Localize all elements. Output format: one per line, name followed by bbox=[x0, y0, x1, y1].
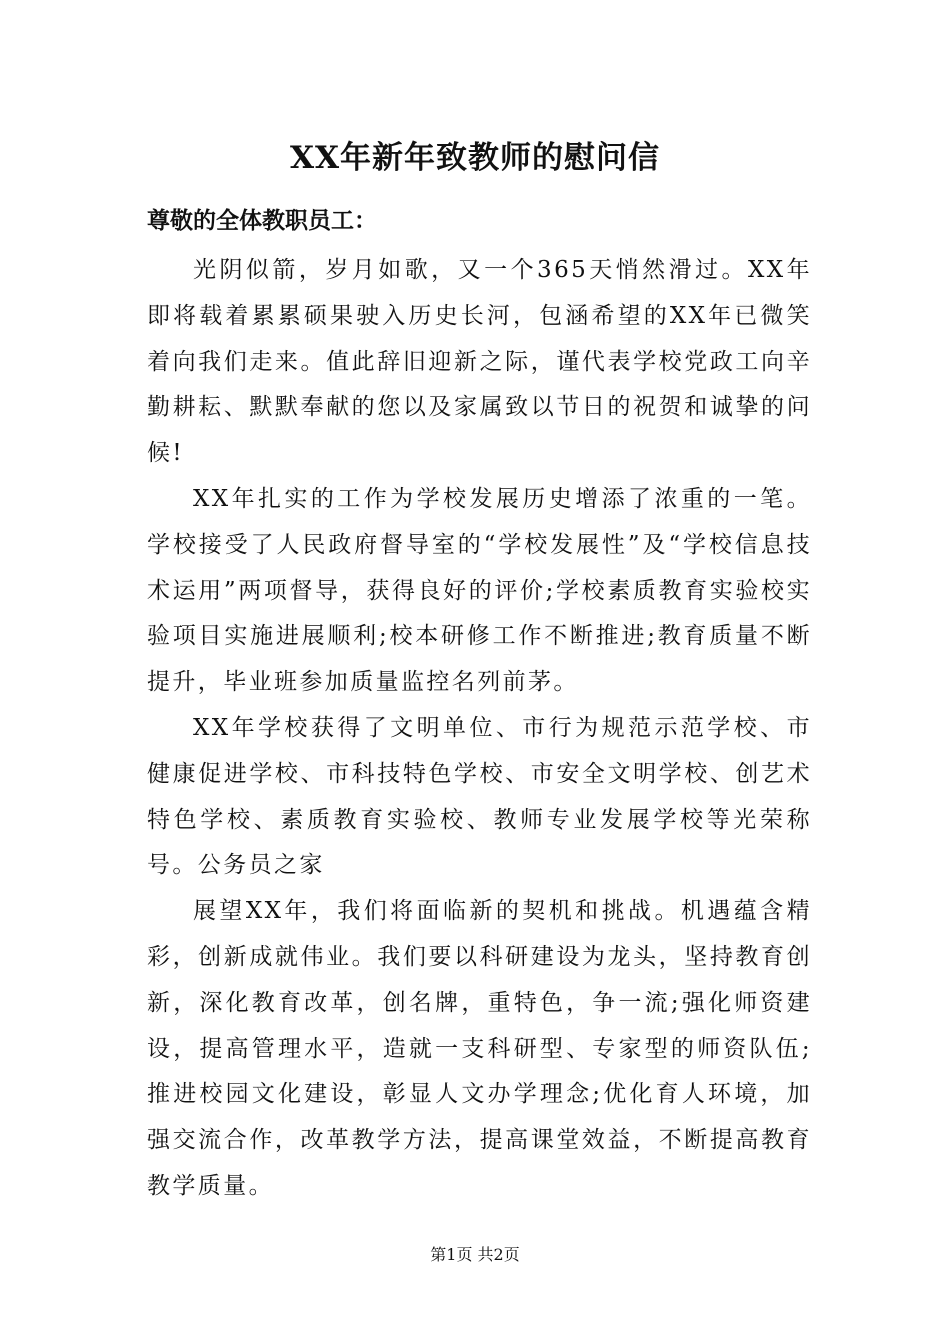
document-title: XX年新年致教师的慰问信 bbox=[289, 140, 661, 176]
page-number-footer: 第1页 共2页 bbox=[430, 1245, 520, 1264]
paragraph-honors: XX年学校获得了文明单位、市行为规范示范学校、市健康促进学校、市科技特色学校、市安全文明学校、创艺术特色学校、素质教育实验校、教师专业发展学校等光荣称号。公务员之家 bbox=[147, 714, 812, 879]
paragraph-greeting: 光阴似箭，岁月如歌，又一个365天悄然滑过。XX年即将载着累累硕果驶入历史长河，包涵希望的XX年已微笑着向我们走来。值此辞旧迎新之际，谨代表学校党政工向辛勤耕耘、默默奉献的您以及家属致以节日的祝贺和诚挚的问候! bbox=[147, 257, 812, 467]
salutation: 尊敬的全体教职员工： bbox=[147, 207, 377, 234]
letter-body bbox=[147, 248, 812, 1210]
paragraph-outlook: 展望XX年，我们将面临新的契机和挑战。机遇蕴含精彩，创新成就伟业。我们要以科研建设为龙头，坚持教育创新，深化教育改革，创名牌，重特色，争一流;强化师资建设，提高管理水平，造就一支科研型、专家型的师资队伍;推进校园文化建设，彰显人文办学理念;优化育人环境，加强交流合作，改革教学方法，提高课堂效益，不断提高教育教学质量。 bbox=[147, 898, 812, 1199]
paragraph-achievements: XX年扎实的工作为学校发展历史增添了浓重的一笔。学校接受了人民政府督导室的“学校发展性”及“学校信息技术运用”两项督导，获得良好的评价;学校素质教育实验校实验项目实施进展顺利;校本研修工作不断推进;教育质量不断提升，毕业班参加质量监控名列前茅。 bbox=[147, 485, 812, 696]
